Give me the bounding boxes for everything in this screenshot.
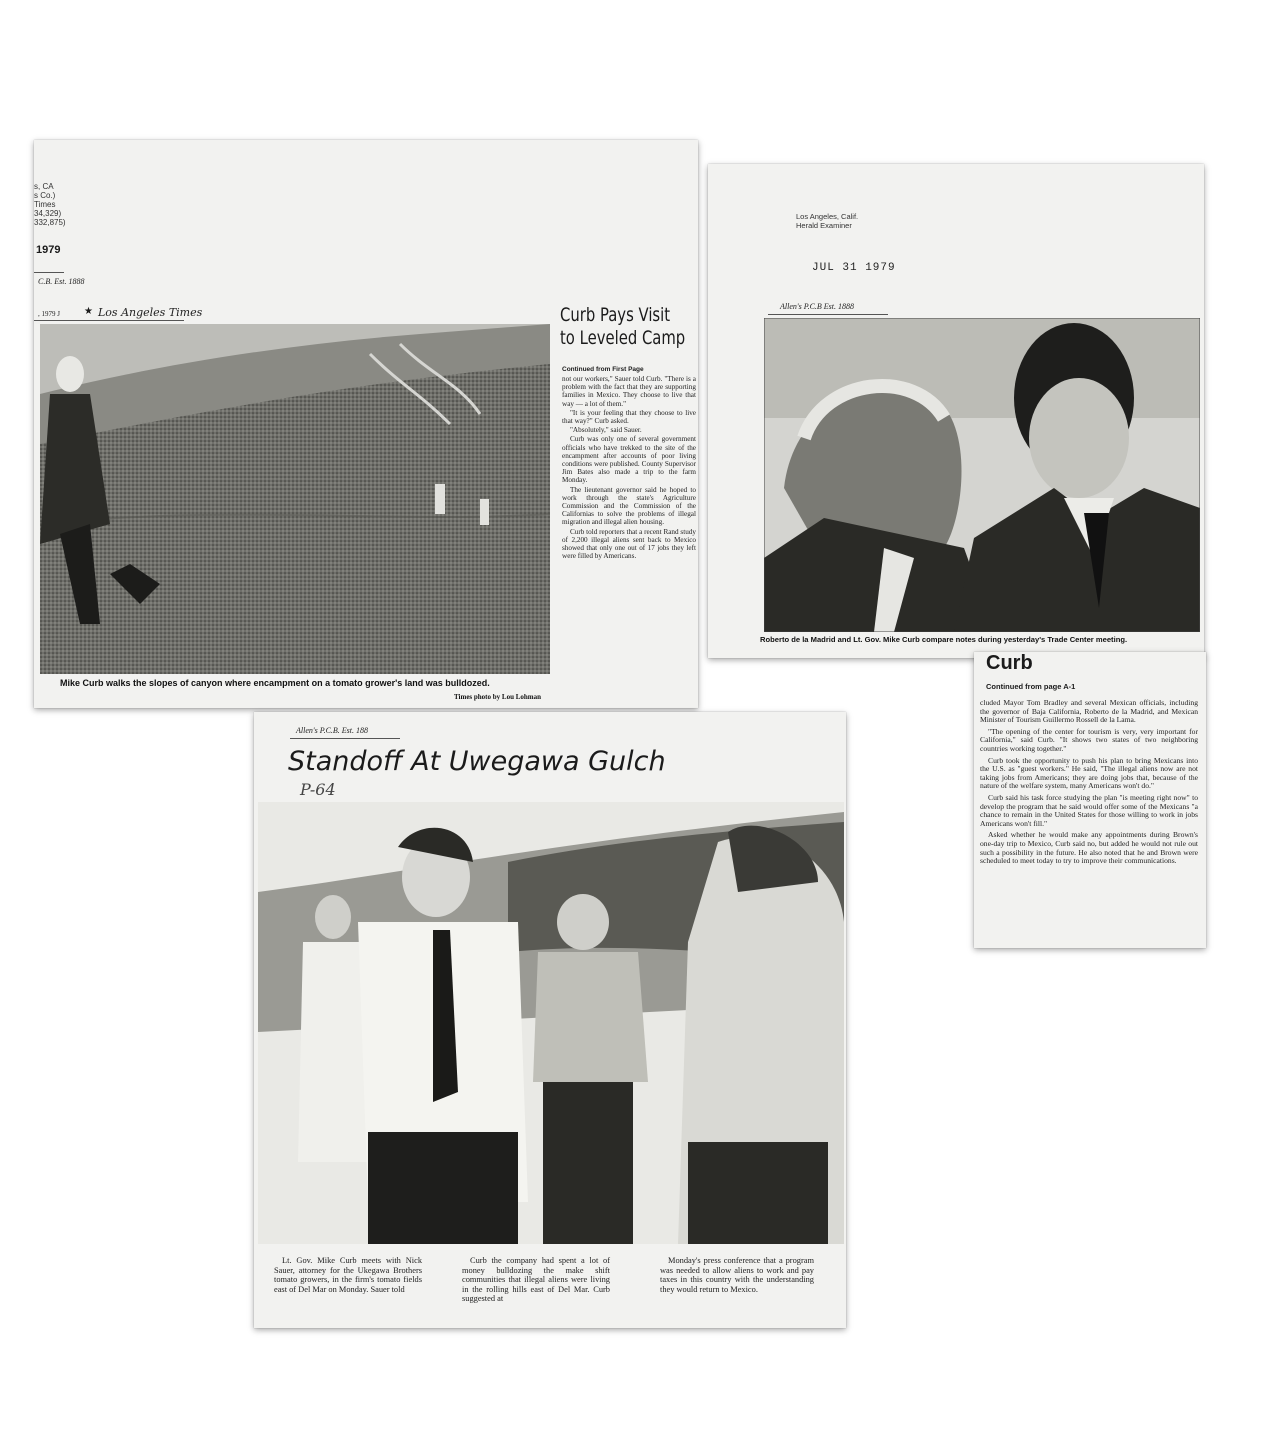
paragraph: Curb told reporters that a recent Rand study of 2,200 illegal aliens sent back to Mexico showed that only one out of 17 jobs they left were filled by Americans. <box>562 527 696 561</box>
source-line: Herald Examiner <box>796 221 852 230</box>
source-line: Los Angeles, Calif. <box>796 212 859 221</box>
paragraph: Curb took the opportunity to push his plan to bring Mexicans into the U.S. as "guest workers." He said, "The illegal aliens now are not taking jobs from Americans; they are doing jobs that, because of the nature of the welfare system, many Americans won't do." <box>980 755 1198 791</box>
tomato-field-photo <box>258 802 844 1244</box>
paragraph: "The opening of the center for tourism is very, very important for California," said Curb. "It shows two states of two neighboring countries working together." <box>980 726 1198 753</box>
photo-credit: Times photo by Lou Lohman <box>454 693 542 701</box>
date-stamp: JUL 31 1979 <box>812 262 896 274</box>
clip-stamp: Allen's P.C.B. Est. 188 <box>296 726 369 735</box>
headline: Curb <box>986 652 1033 674</box>
paper-name: Los Angeles Times <box>98 306 203 319</box>
caption-column: Curb the company had spent a lot of money bulldozing the make shift communities that illegal aliens were living in the rolling hills east of Del Mar. Curb suggested at <box>462 1256 610 1304</box>
paragraph: Asked whether he would make any appointments during Brown's one-day trip to Mexico, Curb said no, but added he would not rule out such a possibility in the future. He also noted that he and Brown were scheduled to meet today to try to improve their communications. <box>980 830 1198 866</box>
clipping-herald-examiner <box>708 164 1204 658</box>
divider <box>768 314 888 315</box>
clip-stamp: Allen's P.C.B Est. 1888 <box>780 302 855 311</box>
paragraph: The lieutenant governor said he hoped to work through the state's Agriculture Commission and the Commission of the Californias to solve the problems of illegal migration and illegal alien housing. <box>562 485 696 527</box>
clipping-la-times <box>34 140 698 708</box>
source-line: s, CA <box>34 182 54 191</box>
article-body <box>980 699 1198 867</box>
clipping-standoff <box>254 712 846 1328</box>
continued-label: Continued from page A-1 <box>986 682 1076 691</box>
divider <box>290 738 400 739</box>
clipping-curb-continued <box>974 652 1206 948</box>
caption-column: Monday's press conference that a program was needed to allow aliens to work and pay taxes in this country with the understanding they would return to Mexico. <box>660 1256 814 1294</box>
paragraph: Curb said his task force studying the plan "is meeting right now" to develop the program that he said would offer some of the Mexicans "a chance to remain in the United States for those willing to work in jobs Americans won't fill." <box>980 792 1198 828</box>
canyon-photo <box>40 324 550 674</box>
paper-date: , 1979 J <box>38 310 60 318</box>
clip-year: 1979 <box>36 244 61 256</box>
divider <box>34 320 184 321</box>
headline-line: Curb Pays Visit <box>560 304 671 326</box>
source-line: Times <box>34 200 56 209</box>
photo-caption: Mike Curb walks the slopes of canyon where encampment on a tomato grower's land was bulldozed. <box>60 678 490 688</box>
paragraph: "Absolutely," said Sauer. <box>570 426 642 435</box>
paragraph: not our workers," Sauer told Curb. "There is a problem with the fact that they are supporting families in Mexico. They choose to live that way — a lot of them." <box>562 375 696 408</box>
handwritten-note: P-64 <box>300 780 336 799</box>
source-line: s Co.) <box>34 191 56 200</box>
paragraph: Curb was only one of several government officials who have trekked to the site of the encampment after accounts of poor living conditions were published. County Supervisor Jim Bates also made a trip to the farm Monday. <box>562 435 696 485</box>
divider <box>34 272 64 273</box>
paragraph: cluded Mayor Tom Bradley and several Mexican officials, including the governor of Baja California, Roberto de la Madrid, and Mexican Minister of Tourism Guillermo Rossell de la Lama. <box>980 698 1198 725</box>
headline <box>560 304 686 350</box>
clip-stamp: C.B. Est. 1888 <box>38 277 85 286</box>
continued-label: Continued from First Page <box>562 366 644 373</box>
headline-line: to Leveled Camp <box>560 327 686 349</box>
photo-caption: Roberto de la Madrid and Lt. Gov. Mike Curb compare notes during yesterday's Trade Center meeting. <box>760 635 1128 644</box>
star-icon: ★ <box>84 306 93 317</box>
caption-column: Lt. Gov. Mike Curb meets with Nick Sauer, attorney for the Ukegawa Brothers tomato growers, in the firm's tomato fields east of Del Mar on Monday. Sauer told <box>274 1256 422 1294</box>
source-info <box>796 212 916 230</box>
trade-center-photo <box>764 318 1200 632</box>
article-body <box>562 375 696 605</box>
source-info <box>34 182 74 227</box>
source-line: 332,875) <box>34 218 66 227</box>
source-line: 34,329) <box>34 209 62 218</box>
paragraph: "It is your feeling that they choose to live that way?" Curb asked. <box>562 408 696 426</box>
headline: Standoff At Uwegawa Gulch <box>288 746 666 777</box>
